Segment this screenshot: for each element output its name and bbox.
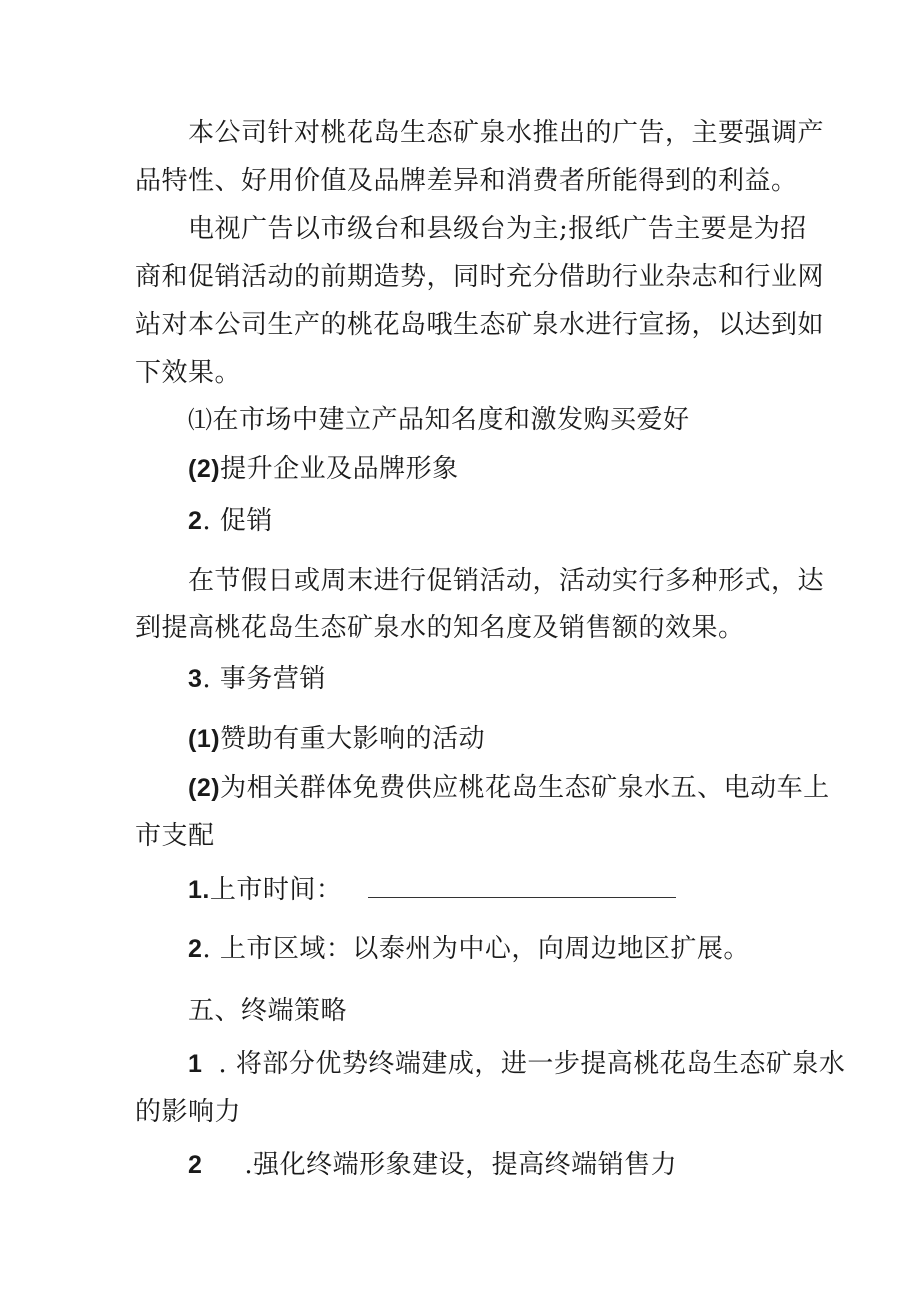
list-text: 赞助有重大影响的活动: [220, 724, 486, 754]
paragraph-promotion-line-2: 到提高桃花岛生态矿泉水的知名度及销售额的效果。: [135, 613, 745, 643]
heading-number: 2: [188, 507, 203, 535]
item-number: 2: [188, 935, 203, 963]
heading-text: . 促销: [202, 506, 273, 536]
launch-time-label: 上市时间：: [209, 875, 343, 905]
list-text: 为相关群体免费供应桃花岛生态矿泉水五、电动车上: [220, 773, 830, 803]
list-number: (2): [188, 774, 221, 802]
list-item-free-supply: [188, 773, 830, 803]
terminal-item-1: [188, 1049, 845, 1079]
list-number: ⑴: [188, 408, 213, 434]
item-number: 1: [188, 1050, 203, 1078]
heading-event-marketing: [188, 664, 326, 694]
heading-promotion: [188, 506, 273, 536]
item-number: 2: [188, 1151, 203, 1179]
launch-time-row: [188, 873, 676, 905]
terminal-item-1-cont: 的影响力: [135, 1097, 242, 1127]
paragraph-ad-line-1: 本公司针对桃花岛生态矿泉水推出的广告，主要强调产: [188, 118, 825, 148]
paragraph-media-line-4: 下效果。: [135, 358, 242, 388]
list-number: (2): [188, 455, 221, 483]
heading-text: . 事务营销: [202, 664, 326, 694]
list-text: 在市场中建立产品知名度和激发购买爱好: [212, 405, 690, 435]
list-number: (1): [188, 725, 221, 753]
item-number: 1.: [188, 876, 210, 904]
list-item-awareness: [188, 405, 690, 436]
paragraph-promotion-line-1: 在节假日或周末进行促销活动，活动实行多种形式，达: [188, 566, 825, 596]
launch-region-row: [188, 934, 750, 964]
paragraph-media-line-1: 电视广告以市级台和县级台为主;报纸广告主要是为招: [188, 214, 807, 244]
list-item-brand-image: [188, 454, 459, 484]
heading-number: 3: [188, 665, 203, 693]
paragraph-ad-line-2: 品特性、好用价值及品牌差异和消费者所能得到的利益。: [135, 166, 798, 196]
terminal-item-2: [188, 1150, 677, 1180]
list-item-sponsorship: [188, 724, 485, 754]
launch-time-blank: [368, 873, 676, 898]
launch-region-text: . 上市区域：以泰州为中心，向周边地区扩展。: [202, 934, 750, 964]
item-text: . 将部分优势终端建成，进一步提高桃花岛生态矿泉水: [218, 1049, 846, 1079]
paragraph-media-line-3: 站对本公司生产的桃花岛哦生态矿泉水进行宣扬，以达到如: [135, 310, 825, 340]
list-text: 提升企业及品牌形象: [220, 454, 459, 484]
section-heading-terminal-strategy: 五、终端策略: [188, 996, 348, 1026]
list-item-free-supply-cont: 市支配: [135, 821, 215, 851]
item-text: .强化终端形象建设，提高终端销售力: [244, 1150, 678, 1180]
paragraph-media-line-2: 商和促销活动的前期造势，同时充分借助行业杂志和行业网: [135, 262, 825, 292]
